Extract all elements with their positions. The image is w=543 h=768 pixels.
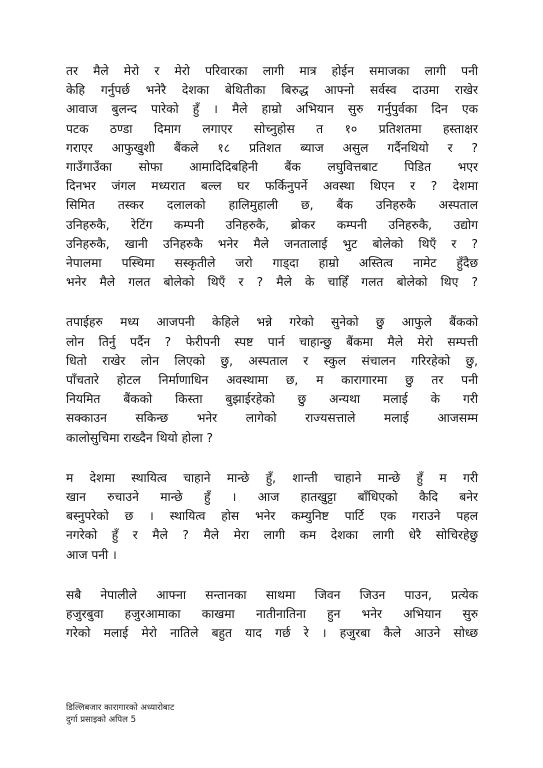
text-line: उनिहरुकै, रेटिंग कम्पनी उनिहरुकै, ब्रोकर कम्पनी उनिहरुकै, उद्योग	[66, 217, 478, 232]
page-footer	[66, 702, 174, 726]
text-line: बस्नुपरेको छ । स्थायित्व होस भनेर कम्युनिष्ट पार्टि एक गराउने पहल	[66, 509, 478, 524]
paragraph-3	[66, 469, 478, 565]
paragraph-1	[66, 62, 478, 292]
text-line: सबै नेपालीले आफ्ना सन्तानका साथमा जिवन जिउन पाउन, प्रत्येक	[66, 587, 478, 602]
text-line: सक्काउन सकिन्छ भनेर लागेको राज्यसत्ताले मलाई आजसम्म	[66, 411, 478, 426]
footer-title-line: दुर्गा प्रसाइको अपिल 5	[66, 715, 136, 725]
footer-source-line: डिल्लिबजार कारागारको अध्यारोबाट	[66, 703, 175, 713]
text-line: सिमित तस्कर दलालको हालिमुहाली छ, बैंक उनिहरुकै अस्पताल	[66, 198, 478, 213]
text-line: गराएर आफुखुशी बैंकले १८ प्रतिशत ब्याज असुल गर्दैनथियो र ?	[66, 140, 478, 155]
paragraph-4	[66, 586, 478, 644]
text-line: कालोसुचिमा राख्दैन थियो होला ?	[66, 430, 213, 445]
text-line: नगरेको हुँ र मैले ? मैले मेरा लागी कम देशका लागी धेरै सोचिरहेछु	[66, 528, 478, 543]
text-line: गरेको मलाई मेरो नातिले बहुत याद गर्छ रे । हजुरबा कैले आउने सोध्छ	[66, 626, 478, 641]
text-line: हजुरबुवा हजुरआमाका काखमा नातीनातिना हुन भनेर अभियान सुरु	[66, 607, 478, 622]
text-line: गाउँगाउँका सोफा आमादिदिबहिनी बैंक लघुवित्तबाट पिडित भएर	[66, 160, 478, 175]
text-line: आवाज बुलन्द पारेको हुँ । मैले हाम्रो अभियान सुरु गर्नुपुर्वका दिन एक	[66, 102, 478, 117]
text-line: आज पनी ।	[66, 547, 117, 562]
body-text	[66, 62, 478, 664]
text-line: पाँचतारे होटल निर्माणाधिन अवस्थामा छ, म कारागारमा छु तर पनी	[66, 373, 478, 388]
text-line: नियमित बैंकको किस्ता बुझाईरहेको छु अन्यथा मलाई के गरी	[66, 392, 478, 407]
text-line: भनेर मैले गलत बोलेको थिएँ र ? मैले के चाहिँ गलत बोलेको थिए ?	[66, 275, 478, 290]
text-line: नेपालमा पस्चिमा सस्कृतीले जरो गाड्दा हाम्रो अस्तित्व नामेट हुँदैछ	[66, 256, 478, 271]
text-line: पटक ठण्डा दिमाग लगाएर सोच्नुहोस त १० प्रतिशतमा हस्ताक्षर	[66, 121, 478, 136]
text-line: लोन तिर्नु पर्दैन ? फेरीपनी स्पष्ट पार्न चाहान्छु बैंकमा मैले मेरो सम्पत्ती	[66, 334, 478, 349]
text-line: उनिहरुकै, खानी उनिहरुकै भनेर मैले जनतालाई भुट बोलेको थिएँ र ?	[66, 236, 478, 251]
text-line: धितो राखेर लोन लिएको छु, अस्पताल र स्कुल संचालन गरिरहेको छु,	[66, 353, 478, 368]
text-line: केहि गर्नुपर्छ भनेरै देशका बेथितीका बिरुद्ध आफ्नो सर्वस्व दाउमा राखेर	[66, 83, 478, 98]
text-line: तपाईहरु मध्य आजपनी केहिले भन्ने गरेको सुनेको छु आफुले बैंकको	[66, 315, 478, 330]
text-line: खान रुचाउने मान्छे हुँ । आज हातखुट्टा बाँधिएको कैदि बनेर	[66, 490, 478, 505]
text-line: दिनभर जंगल मध्यरात बल्ल घर फर्किनुपर्ने अवस्था थिएन र ? देशमा	[66, 179, 478, 194]
text-line: तर मैले मेरो र मेरो परिवारका लागी मात्र होईन समाजका लागी पनी	[66, 64, 478, 78]
text-line: म देशमा स्थायित्व चाहाने मान्छे हुँ, शान्ती चाहाने मान्छे हुँ म गरी	[66, 470, 478, 485]
paragraph-2	[66, 313, 478, 447]
